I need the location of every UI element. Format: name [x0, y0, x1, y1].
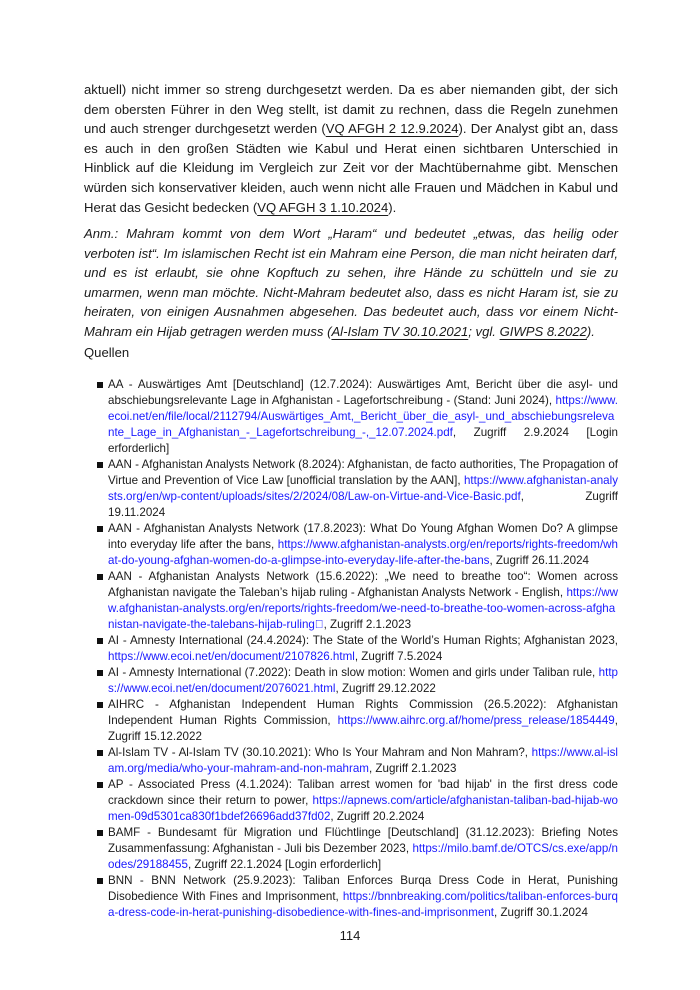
ref-text: BNN - BNN Network (25.9.2023): Taliban Enforces Burqa Dress Code in Herat, Punishing Disobedience With Fines and Imprisonment, — [108, 874, 618, 903]
reference-item — [96, 377, 618, 457]
ref-access: , Zugriff 20.2.2024 — [330, 810, 425, 823]
ref-url[interactable]: https://www.aihrc.org.af/home/press_release/1854449 — [337, 714, 615, 727]
ref-text: BAMF - Bundesamt für Migration und Flüchtlinge [Deutschland] (31.12.2023): Briefing Notes Zusammenfassung: Afghanistan - Juli bis Dezember 2023, — [108, 826, 618, 855]
citation-link[interactable]: VQ AFGH 2 12.9.2024 — [325, 121, 459, 137]
ref-text: AI - Amnesty International (7.2022): Death in slow motion: Women and girls under Taliban rule, — [108, 666, 599, 679]
text: Anm.: Mahram kommt von dem Wort „Haram“ und bedeutet „etwas, das heilig oder verboten ist“. Im islamischen Recht ist ein Mahram eine Person, die man nicht heiraten darf, und es ist erlaubt, sie ohne Kopftuch zu sehen, ihre Hände zu schütteln und sie zu umarmen, wenn man möchte. Nicht-Mahram bedeutet also, dass es nicht Haram ist, sie zu heiraten, von einigen Ausnahmen abgesehen. Das bedeutet auch, dass vor einem Nicht-Mahram ein Hijab getragen werden muss ( — [84, 226, 618, 339]
reference-item — [96, 825, 618, 873]
ref-access: , Zugriff 2.1.2023 — [323, 618, 412, 631]
page-number: 114 — [339, 928, 361, 943]
ref-url[interactable]: https://www.afghanistan-analysts.org/en/wp-content/uploads/sites/2/2024/08/Law-on-Virtue-and-Vice-Basic.pdf — [108, 474, 618, 503]
text: ). — [388, 199, 397, 215]
text: ). Der Analyst gibt an, dass es auch in den großen Städten wie Kabul und Herat einen sichtbaren Unterschied in Hinblick auf die Kleidung im Vergleich zur Zeit vor der Machtübernahme gibt. Menschen würden sich konservativer kleiden, auch wenn nicht alle Frauen und Mädchen in Kabul und Herat das Gesicht bedecken ( — [84, 121, 618, 215]
ref-access: , Zugriff 15.12.2022 — [108, 714, 618, 743]
ref-url[interactable]: https://apnews.com/article/afghanistan-taliban-bad-hijab-women-09d5301ca830f1bdef26696add37fd02 — [108, 794, 618, 823]
ref-url[interactable]: https://www.ecoi.net/en/file/local/2112794/Auswärtiges_Amt,_Bericht_über_die_asyl-_und_abschiebungsrelevante_Lage_in_Afghanistan_-_Lagefortschreibung_-,_12.07.2024.pdf — [108, 394, 618, 439]
reference-item — [96, 633, 618, 665]
ref-access: , Zugriff 2.1.2023 — [368, 762, 457, 775]
sources-heading: Quellen — [84, 345, 130, 360]
ref-url[interactable]: https://www.al-islam.org/media/who-your-mahram-and-non-mahram — [108, 746, 618, 775]
ref-url[interactable]: https://www.ecoi.net/en/document/2107826.html — [108, 650, 355, 663]
text: ). — [586, 323, 595, 339]
ref-text: AAN - Afghanistan Analysts Network (15.6.2022): „We need to breathe too“: Women across Afghanistan navigate the Taleban’s hijab ruling - Afghanistan Analysts Network - English, — [108, 570, 618, 599]
ref-url[interactable]: https://www.afghanistan-analysts.org/en/reports/rights-freedom/what-do-young-afghan-women-do-a-glimpse-into-everyday-life-after-the-bans — [108, 538, 618, 567]
citation-link[interactable]: VQ AFGH 3 1.10.2024 — [257, 199, 389, 215]
ref-access: , Zugriff 26.11.2024 — [489, 554, 589, 567]
reference-item — [96, 873, 618, 921]
text: ; vgl. — [468, 323, 500, 339]
ref-text: Al-Islam TV - Al-Islam TV (30.10.2021): Who Is Your Mahram and Non Mahram?, — [108, 746, 532, 759]
ref-access: , Zugriff 2.9.2024 [Login erforderlich] — [108, 426, 618, 455]
reference-item — [96, 569, 618, 633]
ref-access: , Zugriff 7.5.2024 — [354, 650, 443, 663]
citation-link[interactable]: GIWPS 8.2022 — [499, 323, 587, 339]
ref-access: , Zugriff 29.12.2022 — [335, 682, 436, 695]
ref-access: , Zugriff 19.11.2024 — [108, 490, 618, 519]
reference-item — [96, 521, 618, 569]
reference-item — [96, 665, 618, 697]
text: aktuell) nicht immer so streng durchgesetzt werden. Da es aber niemanden gibt, der sich dem obersten Führer in den Weg stellt, ist damit zu rechnen, dass die Regeln zunehmen und auch strenger durchgesetzt werden ( — [84, 82, 618, 137]
citation-link[interactable]: Al-Islam TV 30.10.2021 — [331, 323, 469, 339]
reference-item — [96, 697, 618, 745]
reference-item — [96, 745, 618, 777]
ref-text: AAN - Afghanistan Analysts Network (17.8.2023): What Do Young Afghan Women Do? A glimpse into everyday life after the bans, — [108, 522, 618, 551]
reference-list — [96, 377, 618, 921]
ref-access: , Zugriff 30.1.2024 — [494, 906, 588, 919]
ref-url[interactable]: https://www.ecoi.net/en/document/2076021.html — [108, 666, 618, 695]
reference-item — [96, 457, 618, 521]
ref-text: AI - Amnesty International (24.4.2024): The State of the World’s Human Rights; Afghanistan 2023, — [108, 634, 618, 647]
ref-text: AP - Associated Press (4.1.2024): Taliban arrest women for 'bad hijab' in the first dress code crackdown since their return to power, — [108, 778, 618, 807]
ref-url[interactable]: https://milo.bamf.de/OTCS/cs.exe/app/nodes/29188455 — [108, 842, 618, 871]
ref-text: AA - Auswärtiges Amt [Deutschland] (12.7.2024): Auswärtiges Amt, Bericht über die asyl- und abschiebungsrelevante Lage in Afghanistan - Lagefortschreibung - (Stand: Juni 2024), — [108, 378, 618, 407]
ref-text: AAN - Afghanistan Analysts Network (8.2024): Afghanistan, de facto authorities, The Propagation of Virtue and Prevention of Vice Law [unofficial translation by the AAN], — [108, 458, 618, 487]
ref-url[interactable]: https://www.afghanistan-analysts.org/en/reports/rights-freedom/we-need-to-breathe-too-women-across-afghanistan-navigate-the-talebans-hijab-ruling⃞ — [108, 586, 618, 631]
ref-access: , Zugriff 22.1.2024 [Login erforderlich] — [187, 858, 382, 871]
ref-url[interactable]: https://bnnbreaking.com/politics/taliban-enforces-burqa-dress-code-in-herat-punishing-disobedience-with-fines-and-imprisonment — [108, 890, 618, 919]
note-paragraph — [84, 224, 618, 342]
ref-text: AIHRC - Afghanistan Independent Human Rights Commission (26.5.2022): Afghanistan Independent Human Rights Commission, — [108, 698, 618, 727]
body-paragraph — [84, 80, 618, 217]
reference-item — [96, 777, 618, 825]
